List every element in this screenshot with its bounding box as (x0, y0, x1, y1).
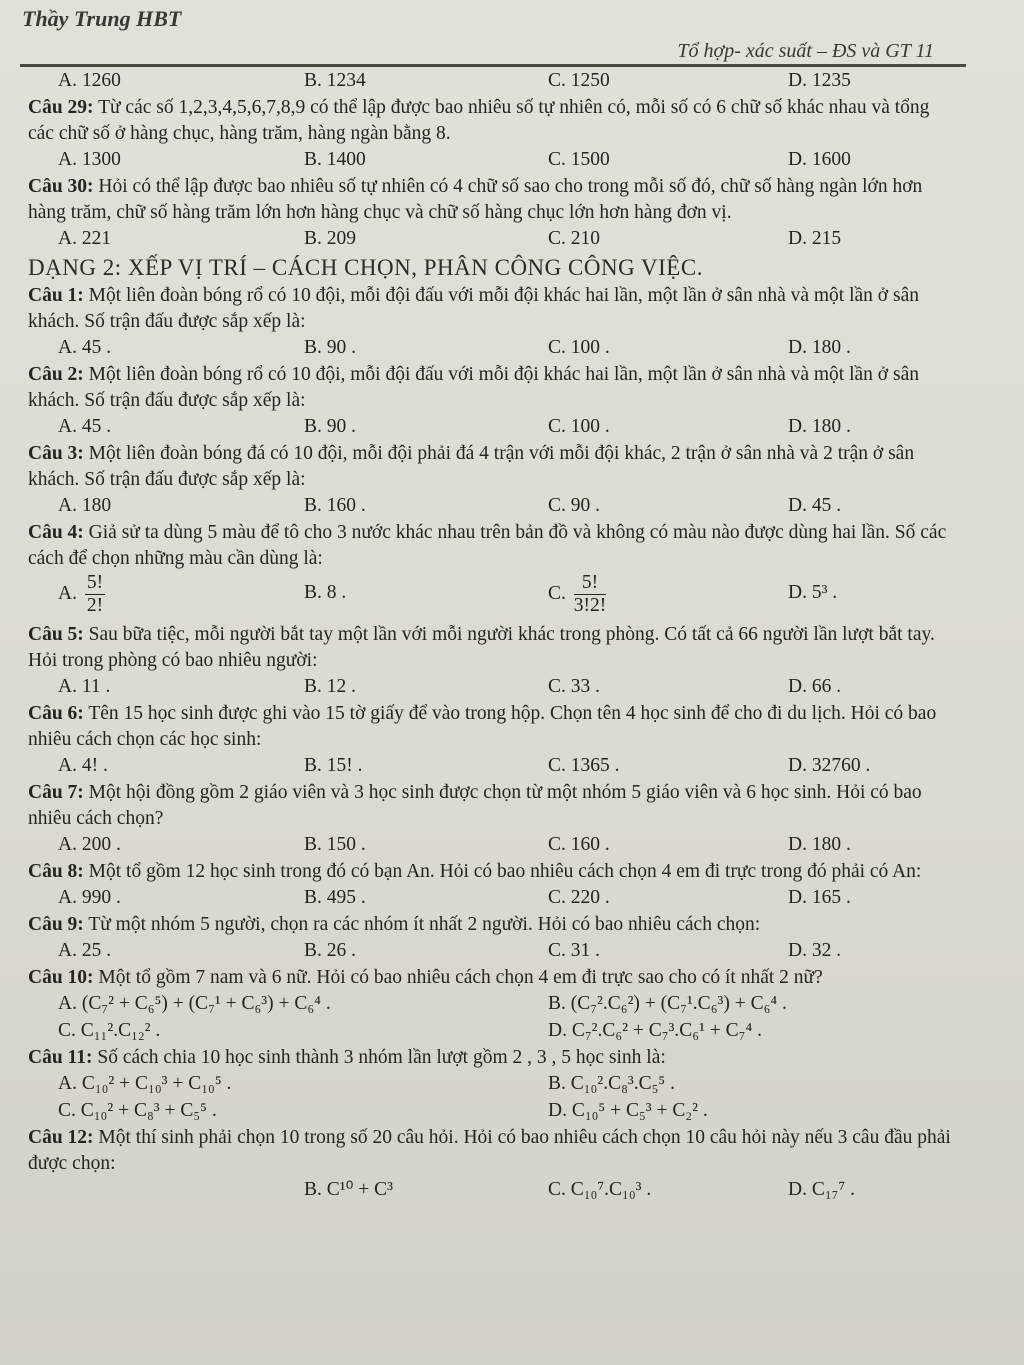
option-b: B. 1400 (304, 149, 366, 170)
fraction-denominator: 3!2! (573, 595, 607, 616)
question-text: Hỏi có thể lập được bao nhiêu số tự nhiên có 4 chữ số sao cho trong mỗi số đó, chữ số hàng ngàn lớn hơn hàng trăm, chữ số hàng trăm lớn hơn hàng chục và chữ số hàng chục lớn hơn hàng đơn vị. (28, 176, 923, 223)
option-a: A. 4! . (58, 755, 108, 776)
answer-options (28, 885, 958, 912)
question-4 (28, 520, 958, 572)
option-c: C. 100 . (548, 416, 610, 437)
option-b: B. 26 . (304, 940, 357, 961)
option-c: C. 1250 (548, 70, 610, 91)
question-9 (28, 912, 958, 938)
option-c (548, 572, 609, 617)
question-number: Câu 6: (28, 703, 84, 724)
option-c: C. 1365 . (548, 755, 620, 776)
option-c: C. 31 . (548, 940, 601, 961)
option-d: D. 180 . (788, 337, 851, 358)
option-b: B. 90 . (304, 416, 357, 437)
option-b: B. 150 . (304, 834, 366, 855)
question-text: Từ một nhóm 5 người, chọn ra các nhóm ít nhất 2 người. Hỏi có bao nhiêu cách chọn: (83, 914, 761, 935)
option-c: C. 33 . (548, 676, 601, 697)
option-d: D. 5³ . (788, 582, 838, 603)
question-number: Câu 12: (28, 1127, 94, 1148)
question-1 (28, 283, 958, 335)
option-a: A. 25 . (58, 940, 112, 961)
option-b: B. 15! . (304, 755, 363, 776)
fraction (85, 572, 105, 617)
option-d: D. 165 . (788, 887, 851, 908)
option-c: C. 90 . (548, 495, 601, 516)
option-b: B. (C₇².C₆²) + (C₇¹.C₆³) + C₆⁴ . (548, 993, 787, 1014)
option-d: D. 66 . (788, 676, 842, 697)
question-number: Câu 7: (28, 782, 84, 803)
option-d: D. 45 . (788, 495, 842, 516)
question-text: Một liên đoàn bóng rổ có 10 đội, mỗi đội đấu với mỗi đội khác hai lần, một lần ở sân nhà và một lần ở sân khách. Số trận đấu được sắp xếp là: (28, 364, 919, 411)
option-d: D. C₁₇⁷ . (788, 1179, 855, 1200)
fraction-numerator: 5! (574, 572, 607, 595)
fraction (574, 572, 607, 617)
question-number: Câu 30: (28, 176, 94, 197)
question-number: Câu 8: (28, 861, 84, 882)
question-number: Câu 5: (28, 624, 84, 645)
question-text: Một liên đoàn bóng đá có 10 đội, mỗi đội phải đá 4 trận với mỗi đội khác, 2 trận ở sân nhà và 2 trận ở sân khách. Số trận đấu được sắp xếp là: (28, 443, 915, 490)
option-b: B. 90 . (304, 337, 357, 358)
option-d: D. 32 . (788, 940, 842, 961)
question-10 (28, 965, 958, 991)
question-number: Câu 29: (28, 97, 94, 118)
option-c: C. 100 . (548, 337, 610, 358)
question-number: Câu 1: (28, 285, 84, 306)
option-b: B. 12 . (304, 676, 357, 697)
option-a: A. 200 . (58, 834, 121, 855)
question-number: Câu 4: (28, 522, 84, 543)
option-a: A. C₁₀² + C₁₀³ + C₁₀⁵ . (58, 1073, 232, 1094)
question-30 (28, 174, 958, 226)
question-text: Tên 15 học sinh được ghi vào 15 tờ giấy để vào trong hộp. Chọn tên 4 học sinh để cho đi du lịch. Hỏi có bao nhiêu cách chọn các học sinh: (28, 703, 937, 750)
questions-content (28, 68, 958, 1204)
question-8 (28, 859, 958, 885)
header-author: Thầy Trung HBT (22, 6, 182, 31)
option-a: A. 990 . (58, 887, 121, 908)
question-text: Số cách chia 10 học sinh thành 3 nhóm lần lượt gồm 2 , 3 , 5 học sinh là: (92, 1047, 666, 1068)
answer-options (28, 753, 958, 780)
answer-options (28, 1071, 958, 1098)
question-5 (28, 622, 958, 674)
header-divider (20, 64, 966, 67)
question-number: Câu 9: (28, 914, 84, 935)
answer-options (28, 1098, 958, 1125)
option-b: B. 1234 (304, 70, 366, 91)
answer-options (28, 147, 958, 174)
option-b: B. 160 . (304, 495, 366, 516)
answer-options (28, 335, 958, 362)
option-a: A. 180 (58, 495, 112, 516)
option-c: C. C₁₀² + C₈³ + C₅⁵ . (58, 1100, 217, 1121)
option-a: A. 221 (58, 228, 112, 249)
option-c: C. 160 . (548, 834, 610, 855)
answer-options (28, 572, 958, 622)
question-text: Một tổ gồm 12 học sinh trong đó có bạn An. Hỏi có bao nhiêu cách chọn 4 em đi trực trong đó phải có An: (83, 861, 922, 882)
option-c: C. C₁₁².C₁₂² . (58, 1020, 161, 1041)
option-b: B. C₁₀².C₈³.C₅⁵ . (548, 1073, 675, 1094)
option-d: D. C₇².C₆² + C₇³.C₆¹ + C₇⁴ . (548, 1020, 763, 1041)
option-c: C. 210 (548, 228, 601, 249)
answer-options (28, 1018, 958, 1045)
option-label: A. (58, 582, 77, 604)
answer-options (28, 414, 958, 441)
fraction-denominator: 2! (86, 595, 104, 616)
option-c: C. 1500 (548, 149, 610, 170)
question-number: Câu 11: (28, 1047, 93, 1068)
question-6 (28, 701, 958, 753)
question-text: Một hội đồng gồm 2 giáo viên và 3 học sinh được chọn từ một nhóm 5 giáo viên và 6 học sinh. Hỏi có bao nhiêu cách chọn? (28, 782, 922, 829)
option-a: A. 11 . (58, 676, 111, 697)
question-text: Từ các số 1,2,3,4,5,6,7,8,9 có thể lập được bao nhiêu số tự nhiên có, mỗi số có 6 chữ số khác nhau và tổng các chữ số ở hàng chục, hàng trăm, hàng ngàn bằng 8. (28, 97, 930, 144)
question-12 (28, 1125, 958, 1177)
option-a: A. 45 . (58, 416, 112, 437)
option-d: D. 32760 . (788, 755, 871, 776)
option-c: C. 220 . (548, 887, 610, 908)
question-3 (28, 441, 958, 493)
option-d: D. C₁₀⁵ + C₅³ + C₂² . (548, 1100, 708, 1121)
option-b: B. C¹⁰ + C³ (304, 1179, 394, 1200)
option-a: A. 1260 (58, 70, 121, 91)
option-b: B. 8 . (304, 582, 347, 603)
answer-options (28, 938, 958, 965)
answer-options (28, 674, 958, 701)
question-7 (28, 780, 958, 832)
fraction-numerator: 5! (86, 572, 104, 593)
option-d: D. 180 . (788, 834, 851, 855)
option-d: D. 215 (788, 228, 842, 249)
option-a: A. (C₇² + C₆⁵) + (C₇¹ + C₆³) + C₆⁴ . (58, 993, 331, 1014)
option-d: D. 1600 (788, 149, 851, 170)
question-number: Câu 3: (28, 443, 84, 464)
option-b: B. 495 . (304, 887, 366, 908)
question-text: Một thí sinh phải chọn 10 trong số 20 câu hỏi. Hỏi có bao nhiêu cách chọn 10 câu hỏi này nếu 3 câu đầu phải được chọn: (28, 1127, 951, 1174)
question-text: Sau bữa tiệc, mỗi người bắt tay một lần với mỗi người khác trong phòng. Có tất cả 66 người lần lượt bắt tay. Hỏi trong phòng có bao nhiêu người: (28, 624, 935, 671)
question-text: Giả sử ta dùng 5 màu để tô cho 3 nước khác nhau trên bản đồ và không có màu nào được dùng hai lần. Số các cách để chọn những màu cần dùng là: (28, 522, 947, 569)
section-title: DẠNG 2: XẾP VỊ TRÍ – CÁCH CHỌN, PHÂN CÔNG CÔNG VIỆC. (28, 255, 703, 280)
option-d: D. 1235 (788, 70, 851, 91)
option-a: A. 1300 (58, 149, 121, 170)
option-a (58, 572, 108, 617)
option-b: B. 209 (304, 228, 357, 249)
option-c: C. C₁₀⁷.C₁₀³ . (548, 1179, 652, 1200)
answer-options (28, 68, 958, 95)
header-topic: Tổ hợp- xác suất – ĐS và GT 11 (677, 40, 934, 62)
question-number: Câu 10: (28, 967, 94, 988)
option-label: C. (548, 582, 566, 604)
answer-options (28, 226, 958, 253)
answer-options (28, 832, 958, 859)
question-29 (28, 95, 958, 147)
question-number: Câu 2: (28, 364, 84, 385)
answer-options (28, 493, 958, 520)
option-a: A. 45 . (58, 337, 112, 358)
question-text: Một liên đoàn bóng rổ có 10 đội, mỗi đội đấu với mỗi đội khác hai lần, một lần ở sân nhà và một lần ở sân khách. Số trận đấu được sắp xếp là: (28, 285, 919, 332)
question-2 (28, 362, 958, 414)
answer-options (28, 991, 958, 1018)
option-d: D. 180 . (788, 416, 851, 437)
question-text: Một tổ gồm 7 nam và 6 nữ. Hỏi có bao nhiêu cách chọn 4 em đi trực sao cho có ít nhất 2 nữ? (93, 967, 823, 988)
answer-options (28, 1177, 958, 1204)
question-11 (28, 1045, 958, 1071)
